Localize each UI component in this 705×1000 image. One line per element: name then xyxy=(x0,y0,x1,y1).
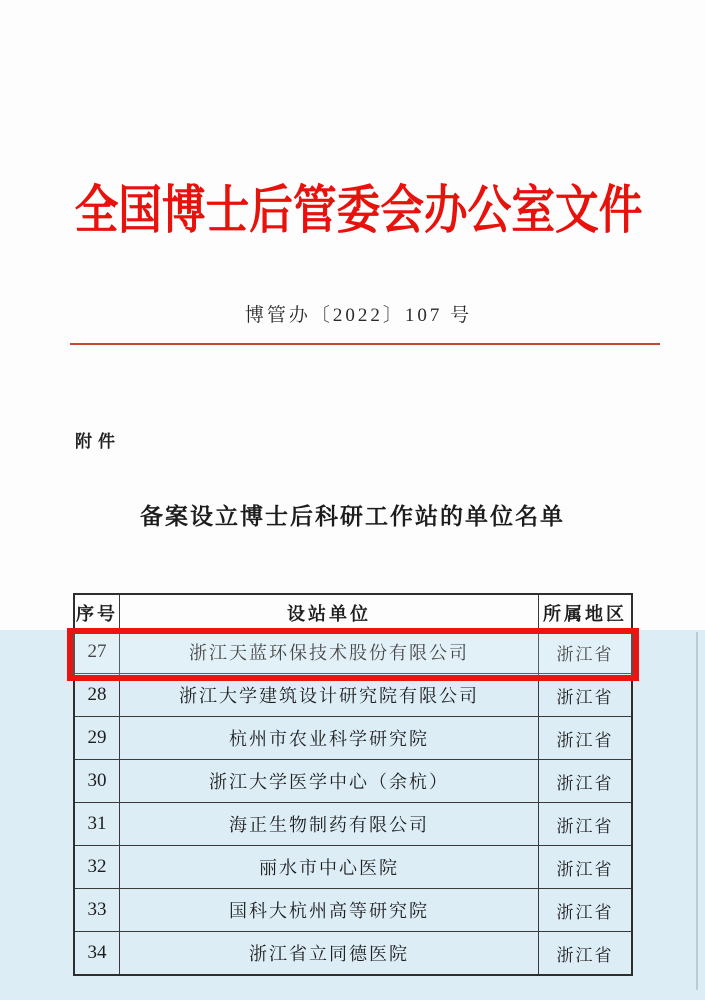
cell-region: 浙江省 xyxy=(556,945,614,965)
cell-no: 33 xyxy=(75,889,120,931)
column-header-region: 所属地区 xyxy=(543,603,627,624)
cell-unit: 国科大杭州高等研究院 xyxy=(120,889,539,931)
cell-no: 28 xyxy=(75,674,120,716)
table-row xyxy=(75,802,631,845)
cell-unit: 杭州市农业科学研究院 xyxy=(120,717,539,759)
table-header-row xyxy=(75,595,631,630)
cell-region: 浙江省 xyxy=(556,902,614,922)
table-title: 备案设立博士后科研工作站的单位名单 xyxy=(140,504,565,529)
table-row xyxy=(75,888,631,931)
cell-region: 浙江省 xyxy=(556,816,614,836)
red-divider-line xyxy=(70,343,660,345)
cell-region: 浙江省 xyxy=(556,859,614,879)
table-row xyxy=(75,630,631,673)
cell-no: 34 xyxy=(75,932,120,974)
cell-unit: 海正生物制药有限公司 xyxy=(120,803,539,845)
units-table xyxy=(73,593,633,976)
cell-no: 32 xyxy=(75,846,120,888)
cell-region: 浙江省 xyxy=(556,773,614,793)
cell-unit: 浙江大学建筑设计研究院有限公司 xyxy=(120,674,539,716)
table-row xyxy=(75,716,631,759)
table-row xyxy=(75,845,631,888)
cell-unit: 浙江天蓝环保技术股份有限公司 xyxy=(120,631,539,673)
table-row xyxy=(75,673,631,716)
cell-unit: 浙江省立同德医院 xyxy=(120,932,539,974)
document-header-title: 全国博士后管委会办公室文件 xyxy=(74,183,643,240)
cell-no: 27 xyxy=(75,631,120,673)
attachment-label: 附件 xyxy=(75,432,121,451)
cell-region: 浙江省 xyxy=(556,644,614,664)
cell-no: 31 xyxy=(75,803,120,845)
cell-unit: 丽水市中心医院 xyxy=(120,846,539,888)
document-number: 博管办〔2022〕107 号 xyxy=(244,305,473,326)
cell-no: 30 xyxy=(75,760,120,802)
cell-region: 浙江省 xyxy=(556,687,614,707)
table-row xyxy=(75,931,631,974)
scan-edge-line xyxy=(696,632,698,990)
cell-unit: 浙江大学医学中心（余杭） xyxy=(120,760,539,802)
table-row xyxy=(75,759,631,802)
cell-no: 29 xyxy=(75,717,120,759)
cell-region: 浙江省 xyxy=(556,730,614,750)
column-header-no: 序号 xyxy=(75,595,120,630)
column-header-unit: 设站单位 xyxy=(120,595,539,630)
